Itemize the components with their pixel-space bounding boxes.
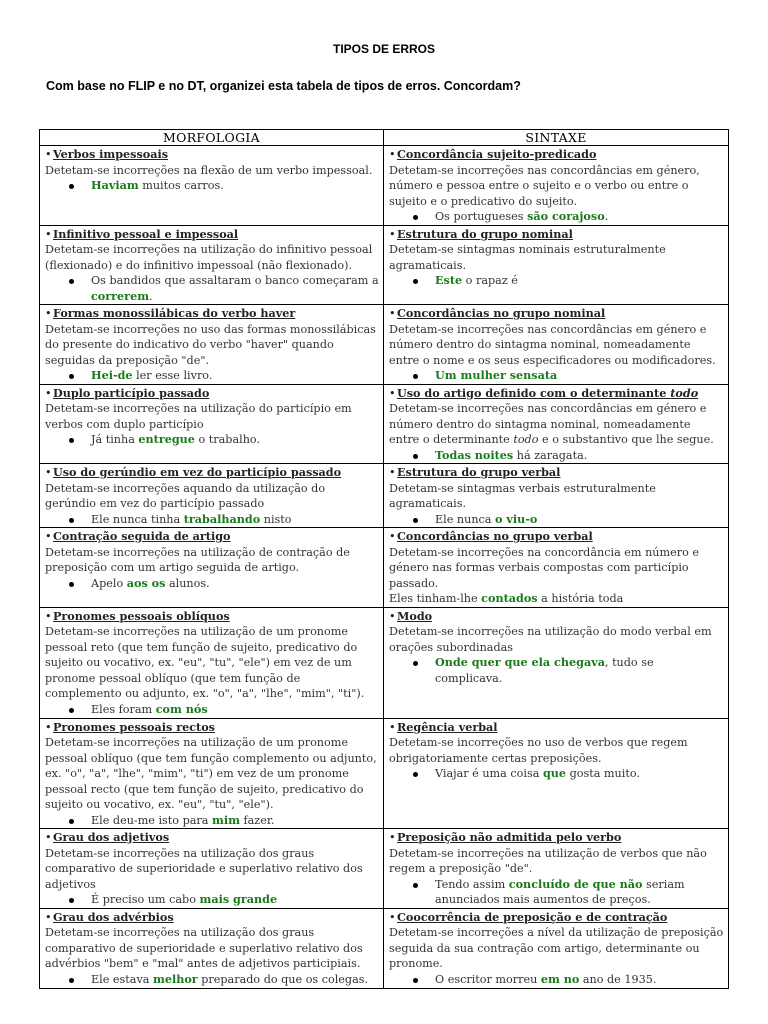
cell-example: Este o rapaz é	[389, 273, 724, 289]
table-cell-morfologia	[40, 607, 384, 718]
bullet-icon: •	[45, 530, 52, 543]
table-cell-morfologia	[40, 718, 384, 829]
cell-example: Os bandidos que assaltaram o banco começaram a correrem.	[45, 273, 379, 304]
bullet-icon: •	[389, 831, 396, 844]
cell-heading: Pronomes pessoais rectos	[53, 719, 215, 734]
page-title: TIPOS DE ERROS	[332, 42, 436, 56]
cell-example: Eles foram com nós	[45, 702, 379, 718]
cell-description: Detetam-se incorreções no uso das formas monossilábicas do presente do indicativo do verbo "haver" quando seguidas da preposição "de".	[45, 322, 376, 367]
cell-heading: Estrutura do grupo nominal	[397, 226, 573, 241]
cell-heading: Preposição não admitida pelo verbo	[397, 830, 622, 844]
cell-heading: Coocorrência de preposição e de contração	[397, 909, 668, 924]
cell-heading: Contração seguida de artigo	[53, 529, 231, 543]
table-cell-sintaxe	[384, 305, 729, 385]
cell-description: Detetam-se incorreções na concordância em número e género nas formas verbais compostas com particípio passado.	[389, 545, 699, 590]
cell-example: Viajar é uma coisa que gosta muito.	[389, 766, 724, 782]
cell-description: Detetam-se incorreções nas concordâncias em género e número dentro do sintagma nominal, nomeadamente entre o determinante todo e o substantivo que lhe segue.	[389, 402, 714, 446]
cell-description: Detetam-se incorreções nas concordâncias em género, número e pessoa entre o sujeito e o verbo ou entre o sujeito e o predicativo do sujeito.	[389, 163, 700, 208]
cell-example: Ele estava melhor preparado do que os colegas.	[45, 972, 379, 988]
cell-example: Ele deu-me isto para mim fazer.	[45, 813, 379, 829]
intro-text: Com base no FLIP e no DT, organizei esta tabela de tipos de erros. Concordam?	[46, 79, 521, 93]
table-cell-sintaxe	[384, 528, 729, 608]
table-cell-sintaxe	[384, 908, 729, 988]
cell-description: Detetam-se incorreções na utilização do infinitivo pessoal (flexionado) e do infinitivo impessoal (não flexionado).	[45, 243, 373, 272]
table-cell-sintaxe	[384, 607, 729, 718]
bullet-icon: •	[45, 466, 52, 479]
cell-description: Detetam-se incorreções na utilização do modo verbal em orações subordinadas	[389, 625, 712, 654]
cell-description: Detetam-se incorreções na utilização do particípio em verbos com duplo particípio	[45, 402, 352, 431]
table-cell-sintaxe	[384, 225, 729, 305]
bullet-icon: •	[45, 148, 52, 161]
table-header-row	[40, 130, 729, 146]
cell-example: É preciso um cabo mais grande	[45, 892, 379, 908]
header-morfologia: MORFOLOGIA	[40, 130, 384, 146]
error-types-table	[39, 129, 729, 989]
cell-heading: Regência verbal	[397, 719, 498, 734]
table-row	[40, 829, 729, 909]
cell-heading: Duplo particípio passado	[53, 385, 210, 400]
header-sintaxe: SINTAXE	[384, 130, 729, 146]
bullet-icon: •	[389, 307, 396, 320]
table-row	[40, 305, 729, 385]
cell-description: Detetam-se incorreções no uso de verbos que regem obrigatoriamente certas preposições.	[389, 736, 688, 765]
cell-heading: Grau dos advérbios	[53, 909, 174, 924]
table-cell-morfologia	[40, 908, 384, 988]
cell-heading: Grau dos adjetivos	[53, 830, 170, 844]
cell-description: Detetam-se incorreções a nível da utilização de preposição seguida da sua contração com artigo, determinante ou pronome.	[389, 926, 724, 970]
table-row	[40, 607, 729, 718]
cell-description: Detetam-se incorreções na utilização de um pronome pessoal reto (que tem função de sujeito, predicativo do sujeito ou vocativo, ex. "eu", "tu", "ele") em vez de um pronome pessoal oblíquo (que tem função de complemento ou adjunto, ex. "o", "a", "lhe", "mim", "ti").	[45, 625, 365, 700]
cell-example: Apelo aos os alunos.	[45, 576, 379, 592]
table-row	[40, 146, 729, 226]
cell-example: Um mulher sensata	[389, 368, 724, 384]
table-row	[40, 225, 729, 305]
cell-description: Detetam-se sintagmas verbais estruturalmente agramaticais.	[389, 481, 656, 510]
cell-description: Detetam-se incorreções na utilização de um pronome pessoal oblíquo (que tem função complemento ou adjunto, ex. "o", "a", "lhe", "mim", "ti") em vez de um pronome pessoal recto (que tem função de sujeito, predicativo do sujeito ou vocativo, ex. "eu", "tu", "ele").	[45, 736, 377, 811]
bullet-icon: •	[45, 386, 52, 400]
cell-heading: Concordância sujeito-predicado	[397, 147, 597, 161]
cell-example: Os portugueses são corajoso.	[389, 209, 724, 225]
cell-heading: Estrutura do grupo verbal	[397, 465, 561, 479]
bullet-icon: •	[389, 910, 396, 924]
table-cell-morfologia	[40, 464, 384, 528]
table-row	[40, 384, 729, 464]
cell-description: Detetam-se incorreções na utilização de contração de preposição com um artigo seguida de artigo.	[45, 545, 350, 574]
cell-example: Tendo assim concluído de que não seriam anunciados mais aumentos de preços.	[389, 877, 724, 908]
bullet-icon: •	[45, 720, 52, 734]
bullet-icon: •	[389, 386, 396, 400]
cell-heading: Concordâncias no grupo verbal	[397, 529, 593, 543]
table-cell-morfologia	[40, 528, 384, 608]
cell-heading: Pronomes pessoais oblíquos	[53, 608, 230, 623]
cell-heading: Formas monossilábicas do verbo haver	[53, 306, 296, 320]
table-row	[40, 464, 729, 528]
cell-example: Já tinha entregue o trabalho.	[45, 432, 379, 448]
cell-description: Detetam-se incorreções nas concordâncias em género e número dentro do sintagma nominal, nomeadamente entre o nome e os seus especificadores ou modificadores.	[389, 322, 716, 367]
cell-heading: Modo	[397, 608, 433, 623]
bullet-icon: •	[45, 910, 52, 924]
table-cell-morfologia	[40, 146, 384, 226]
table-row	[40, 718, 729, 829]
bullet-icon: •	[389, 720, 396, 734]
cell-description: Detetam-se incorreções na utilização de verbos que não regem a preposição "de".	[389, 846, 707, 875]
bullet-icon: •	[45, 609, 52, 623]
table-cell-sintaxe	[384, 829, 729, 909]
cell-example: Haviam muitos carros.	[45, 178, 379, 194]
cell-heading: Concordâncias no grupo nominal	[397, 306, 606, 320]
cell-example: Hei-de ler esse livro.	[45, 368, 379, 384]
bullet-icon: •	[389, 227, 396, 241]
cell-example: Todas noites há zaragata.	[389, 448, 724, 464]
cell-description: Detetam-se incorreções na utilização dos graus comparativo de superioridade e superlativo relativo dos adjetivos	[45, 846, 363, 891]
cell-heading: Infinitivo pessoal e impessoal	[53, 226, 239, 241]
cell-description: Detetam-se incorreções na utilização dos graus comparativo de superioridade e superlativo relativo dos advérbios "bem" e "mal" antes de adjetivos participiais.	[45, 926, 363, 970]
table-cell-sintaxe	[384, 464, 729, 528]
table-cell-sintaxe	[384, 146, 729, 226]
bullet-icon: •	[45, 831, 52, 844]
cell-description: Detetam-se incorreções na flexão de um verbo impessoal.	[45, 163, 373, 177]
table-cell-morfologia	[40, 225, 384, 305]
table-cell-sintaxe	[384, 718, 729, 829]
table-cell-morfologia	[40, 829, 384, 909]
bullet-icon: •	[389, 609, 396, 623]
bullet-icon: •	[389, 148, 396, 161]
cell-description: Detetam-se incorreções aquando da utilização do gerúndio em vez do particípio passado	[45, 481, 326, 510]
cell-heading: Uso do gerúndio em vez do particípio passado	[53, 465, 342, 479]
table-cell-sintaxe	[384, 384, 729, 464]
table-cell-morfologia	[40, 305, 384, 385]
cell-heading: Verbos impessoais	[53, 147, 169, 161]
bullet-icon: •	[389, 530, 396, 543]
cell-example: O escritor morreu em no ano de 1935.	[389, 972, 724, 988]
bullet-icon: •	[45, 307, 52, 320]
table-row	[40, 528, 729, 608]
cell-example: Eles tinham-lhe contados a história toda	[389, 591, 624, 605]
bullet-icon: •	[389, 466, 396, 479]
cell-example: Onde quer que ela chegava, tudo se complicava.	[389, 655, 724, 686]
bullet-icon: •	[45, 227, 52, 241]
cell-heading: Uso do artigo definido com o determinante todo	[397, 385, 699, 400]
cell-example: Ele nunca tinha trabalhando nisto	[45, 512, 379, 528]
cell-example: Ele nunca o viu-o	[389, 512, 724, 528]
table-row	[40, 908, 729, 988]
cell-description: Detetam-se sintagmas nominais estruturalmente agramaticais.	[389, 243, 666, 272]
table-cell-morfologia	[40, 384, 384, 464]
